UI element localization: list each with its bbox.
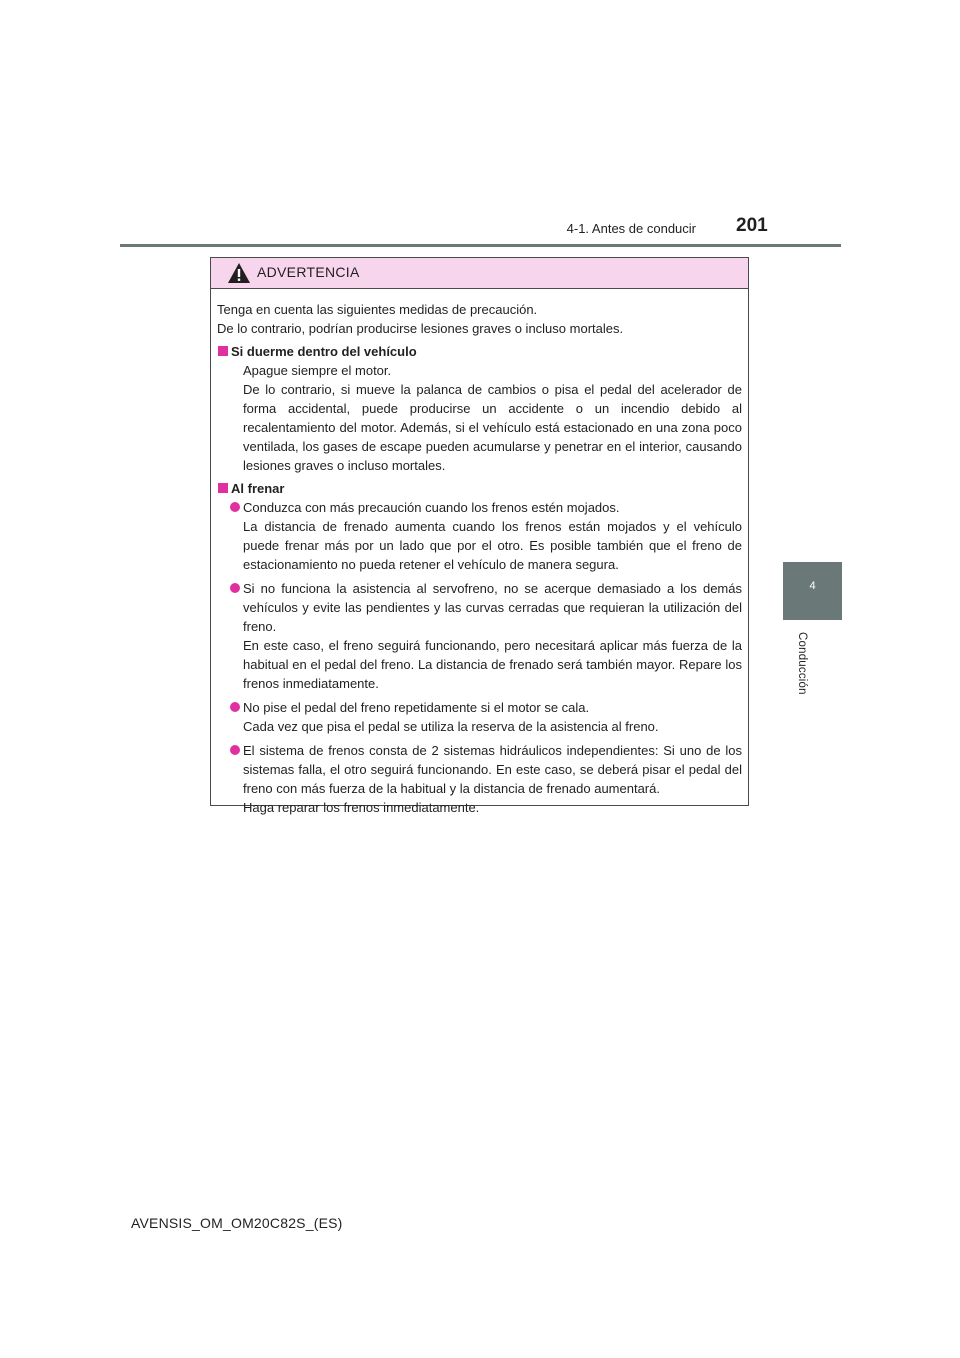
list-item	[217, 741, 742, 817]
intro-line: De lo contrario, podrían producirse lesiones graves o incluso mortales.	[217, 321, 624, 336]
warning-box	[210, 257, 749, 815]
circle-bullet-icon	[230, 502, 240, 512]
square-bullet-icon	[218, 483, 228, 493]
list-item	[217, 698, 742, 736]
document-code: AVENSIS_OM_OM20C82S_(ES)	[131, 1215, 343, 1231]
section-heading-text: Si duerme dentro del vehículo	[231, 344, 417, 359]
bullet-line: El sistema de frenos consta de 2 sistemas hidráulicos independientes: Si uno de los sistemas falla, el otro seguirá funcionando. En este caso, se deberá pisar el pedal del freno con más fuerza de la habitual y la distancia de frenado aumentará.	[243, 743, 742, 796]
section-text-sleeping	[217, 361, 742, 475]
warning-triangle-icon	[227, 262, 251, 284]
section-heading-text: Al frenar	[231, 481, 285, 496]
bullet-line: No pise el pedal del freno repetidamente si el motor se cala.	[243, 700, 590, 715]
bullet-line: Cada vez que pisa el pedal se utiliza la reserva de la asistencia al freno.	[243, 719, 659, 734]
section-heading-sleeping	[217, 342, 742, 361]
bullet-line: En este caso, el freno seguirá funcionando, pero necesitará aplicar más fuerza de la habitual en el pedal del freno. La distancia de frenado será también mayor. Repare los frenos inmediatamente.	[243, 638, 742, 691]
circle-bullet-icon	[230, 583, 240, 593]
paragraph: Apague siempre el motor.	[243, 363, 392, 378]
warning-body	[211, 289, 748, 817]
paragraph: De lo contrario, si mueve la palanca de cambios o pisa el pedal del acelerador de forma accidental, puede producirse un accidente o un incendio debido al recalentamiento del motor. Además, si el vehículo está estacionado en una zona poco ventilada, los gases de escape pueden acumularse y penetrar en el interior, causando lesiones graves o incluso mortales.	[243, 382, 742, 473]
header-section-title: 4-1. Antes de conducir	[566, 221, 696, 236]
bullet-line: Haga reparar los frenos inmediatamente.	[243, 800, 480, 815]
list-item	[217, 498, 742, 574]
warning-intro	[217, 300, 742, 338]
intro-line: Tenga en cuenta las siguientes medidas de precaución.	[217, 302, 538, 317]
header-divider	[120, 244, 841, 247]
chapter-label: Conducción	[796, 632, 808, 695]
section-heading-braking	[217, 479, 742, 498]
chapter-number: 4	[809, 580, 816, 592]
bullet-line: Conduzca con más precaución cuando los frenos estén mojados.	[243, 500, 620, 515]
warning-title: ADVERTENCIA	[257, 264, 360, 280]
circle-bullet-icon	[230, 702, 240, 712]
chapter-tab	[783, 562, 842, 620]
warning-header	[211, 258, 748, 289]
bullet-line: Si no funciona la asistencia al servofreno, no se acerque demasiado a los demás vehículos y evite las pendientes y las curvas cerradas que requieran la utilización del freno.	[243, 581, 742, 634]
square-bullet-icon	[218, 346, 228, 356]
circle-bullet-icon	[230, 745, 240, 755]
list-item	[217, 579, 742, 693]
page-number: 201	[736, 215, 768, 236]
bullet-line: La distancia de frenado aumenta cuando los frenos están mojados y el vehículo puede frenar más por un lado que por el otro. Es posible también que el freno de estacionamiento no pueda retener el vehículo de manera segura.	[243, 519, 742, 572]
